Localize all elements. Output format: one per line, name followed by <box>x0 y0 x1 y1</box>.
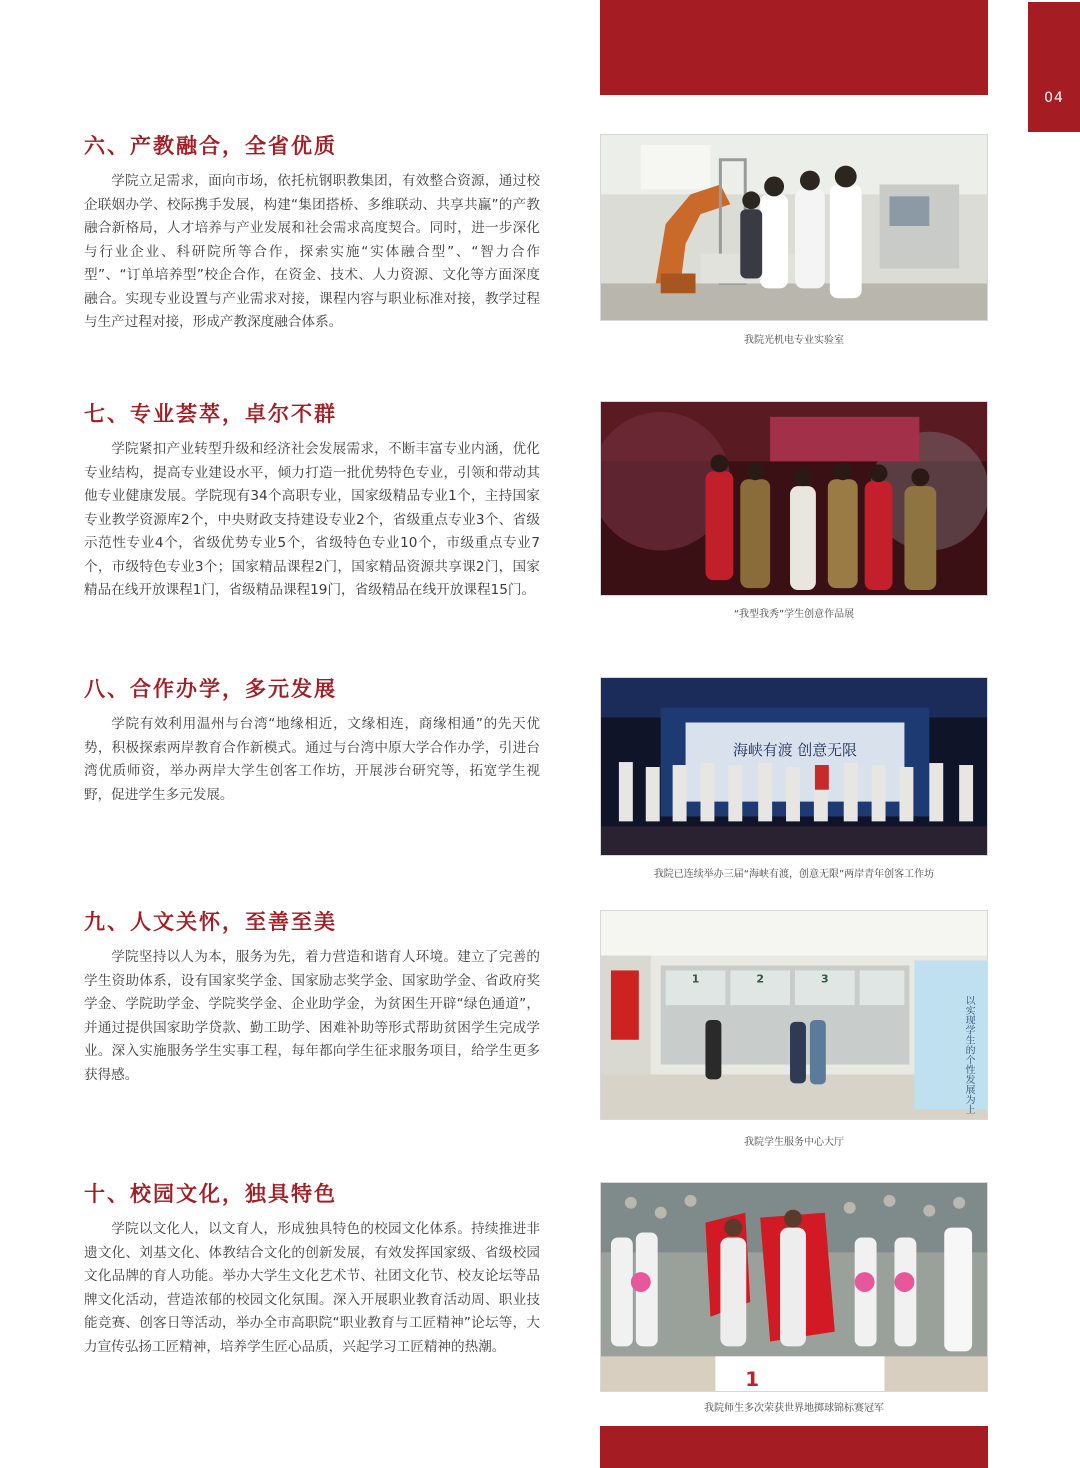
section-body: 学院有效利用温州与台湾“地缘相近，文缘相连，商缘相通”的先天优势，积极探索两岸教育合作新模式。通过与台湾中原大学合作办学，引进台湾优质师资，举办两岸大学生创客工作坊，开展涉台研究等，拓宽学生视野，促进学生多元发展。 <box>84 716 540 803</box>
section-body: 学院紧扣产业转型升级和经济社会发展需求，不断丰富专业内涵，优化专业结构，提高专业建设水平，倾力打造一批优势特色专业，引领和带动其他专业健康发展。学院现有34个高职专业，国家级精品专业1个，主持国家专业教学资源库2个，中央财政支持建设专业2个，省级重点专业3个、省级示范性专业4个，省级优势专业5个，省级特色专业10个，市级重点专业7个，市级特色专业3个；国家精品课程2门，国家精品资源共享课2门，国家精品在线开放课程1门，省级精品课程19门，省级精品在线开放课程15门。 <box>84 441 540 598</box>
section-heading: 八、合作办学，多元发展 <box>84 677 337 701</box>
page-number: 04 <box>1044 90 1064 106</box>
counter-number: 3 <box>821 972 829 986</box>
photo-caption: 我院光机电专业实验室 <box>744 335 844 346</box>
podium-number: 1 <box>745 1368 760 1391</box>
section-heading: 七、专业荟萃，卓尔不群 <box>84 402 337 426</box>
section-campus-culture <box>84 1178 540 1359</box>
top-accent-bar <box>600 0 988 95</box>
page-number-tab <box>1028 2 1080 132</box>
section-heading: 九、人文关怀，至善至美 <box>84 910 337 934</box>
photo-lab <box>600 134 988 321</box>
section-industry-education <box>84 130 540 335</box>
section-body: 学院坚持以人为本，服务为先，着力营造和谐育人环境。建立了完善的学生资助体系，设有国家奖学金、国家励志奖学金、国家助学金、省政府奖学金、学院助学金、学院奖学金、企业助学金，为贫困生开辟“绿色通道”，并通过提供国家助学贷款、勤工助学、困难补助等形式帮助贫困学生完成学业。深入实施服务学生实事工程，每年都向学生征求服务项目，给学生更多获得感。 <box>84 949 540 1083</box>
photo-maker-workshop <box>600 677 988 856</box>
stage-banner-text: 海峡有渡 创意无限 <box>733 741 857 760</box>
photo-fashion-show <box>600 401 988 596</box>
section-heading: 十、校园文化，独具特色 <box>84 1182 337 1206</box>
wall-slogan-text: 以实现学生的个性发展为上 <box>963 995 975 1114</box>
photo-service-center <box>600 910 988 1120</box>
section-heading: 六、产教融合，全省优质 <box>84 134 337 158</box>
counter-number: 2 <box>756 972 764 986</box>
photo-caption: 我院师生多次荣获世界地掷球锦标赛冠军 <box>704 1403 884 1414</box>
bottom-accent-bar <box>600 1426 988 1468</box>
photo-caption: 我院学生服务中心大厅 <box>744 1137 844 1148</box>
photo-caption: “我型我秀”学生创意作品展 <box>733 609 855 620</box>
section-body: 学院以文化人，以文育人，形成独具特色的校园文化体系。持续推进非遗文化、刘基文化、体教结合文化的创新发展，有效发挥国家级、省级校园文化品牌的育人功能。举办大学生文化艺术节、社团文化节、校友论坛等品牌文化活动，营造浓郁的校园文化氛围。深入开展职业教育活动周、职业技能竞赛、创客日等活动，举办全市高职院“职业教育与工匠精神”论坛等，大力宣传弘扬工匠精神，培养学生匠心品质，兴起学习工匠精神的热潮。 <box>84 1221 540 1355</box>
section-cooperation <box>84 673 540 807</box>
section-majors <box>84 398 540 603</box>
section-body: 学院立足需求，面向市场，依托杭钢职教集团，有效整合资源，通过校企联姻办学、校际携手发展，构建“集团搭桥、多维联动、共享共赢”的产教融合新格局，人才培养与产业发展和社会需求高度契合。同时，进一步深化与行业企业、科研院所等合作，探索实施“实体融合型”、“智力合作型”、“订单培养型”校企合作，在资金、技术、人力资源、文化等方面深度融合。实现专业设置与产业需求对接，课程内容与职业标准对接，教学过程与生产过程对接，形成产教深度融合体系。 <box>84 173 540 330</box>
counter-number: 1 <box>691 972 700 986</box>
photo-caption: 我院已连续举办三届“海峡有渡，创意无限”两岸青年创客工作坊 <box>653 869 935 880</box>
photo-championship <box>600 1182 988 1392</box>
section-humanistic-care <box>84 906 540 1087</box>
